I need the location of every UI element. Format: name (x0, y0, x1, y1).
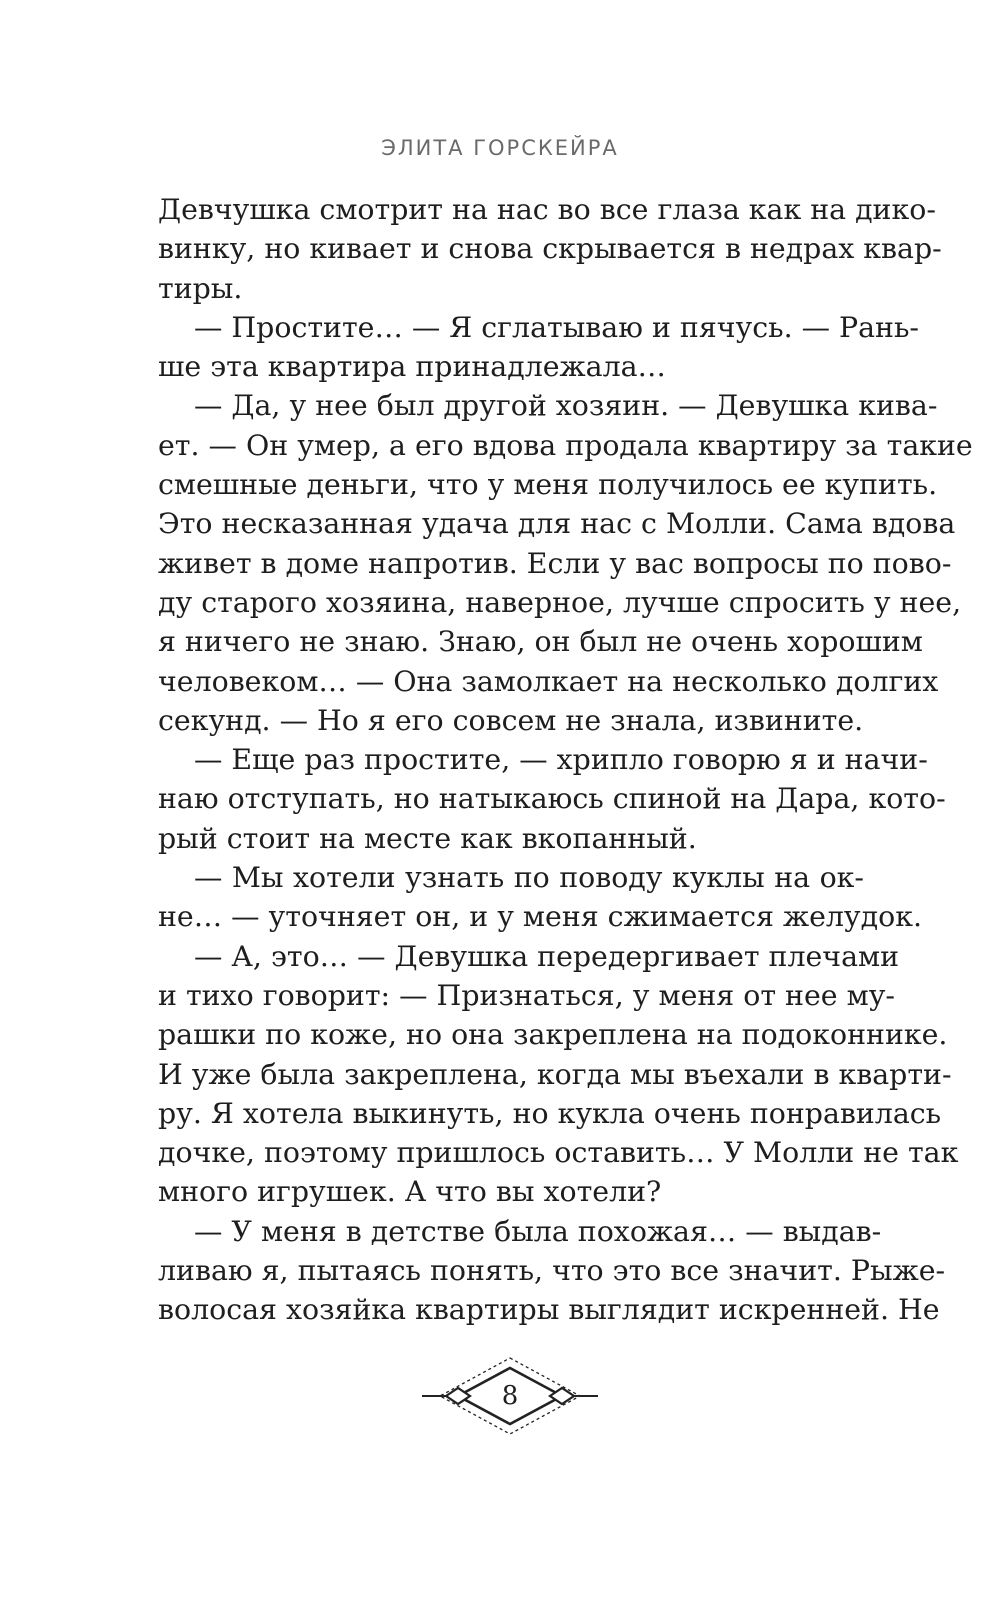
text-line: я ничего не знаю. Знаю, он был не очень хорошим (158, 625, 923, 659)
text-line: — А, это… — Девушка передергивает плечами (194, 939, 900, 973)
text-line: Это несказанная удача для нас с Молли. Сама вдова (158, 507, 956, 541)
text-line: ду старого хозяина, наверное, лучше спросить у нее, (158, 585, 962, 619)
text-line: рый стоит на месте как вкопанный. (158, 821, 697, 855)
text-line: не… — уточняет он, и у меня сжимается желудок. (158, 900, 922, 934)
text-line: рашки по коже, но она закреплена на подоконнике. (158, 1018, 948, 1052)
text-line: ет. — Он умер, а его вдова продала квартиру за такие (158, 428, 973, 462)
text-line: — Еще раз простите, — хрипло говорю я и начи- (194, 743, 928, 777)
text-line: ше эта квартира принадлежала… (158, 350, 666, 384)
text-line: ру. Я хотела выкинуть, но кукла очень понравилась (158, 1096, 942, 1130)
text-line: — Простите… — Я сглатываю и пячусь. — Рань- (194, 310, 920, 344)
page-number: 8 (501, 1381, 519, 1411)
text-line: много игрушек. А что вы хотели? (158, 1175, 662, 1209)
text-line: человеком… — Она замолкает на несколько долгих (158, 664, 939, 698)
text-line: смешные деньги, что у меня получилось ее купить. (158, 468, 938, 502)
text-line: волосая хозяйка квартиры выглядит искренней. Не (158, 1293, 940, 1327)
text-line: винку, но кивает и снова скрывается в недрах квар- (158, 232, 942, 266)
text-line: и тихо говорит: — Признаться, у меня от нее му- (158, 978, 895, 1012)
text-line: Девчушка смотрит на нас во все глаза как на дико- (158, 193, 936, 226)
text-line: И уже была закреплена, когда мы въехали в кварти- (158, 1057, 952, 1091)
text-line: — У меня в детстве была похожая… — выдав- (194, 1214, 882, 1248)
text-line: наю отступать, но натыкаюсь спиной на Дара, кото- (158, 782, 946, 816)
body-text (158, 190, 973, 1330)
text-line: — Мы хотели узнать по поводу куклы на ок- (194, 861, 864, 895)
text-line: дочке, поэтому пришлось оставить… У Молли не так (158, 1136, 959, 1170)
text-line: тиры. (158, 271, 243, 305)
text-line: — Да, у нее был другой хозяин. — Девушка кива- (194, 389, 938, 423)
text-line: ливаю я, пытаясь понять, что это все значит. Рыже- (158, 1254, 946, 1288)
text-line: живет в доме напротив. Если у вас вопросы по пово- (158, 546, 952, 580)
text-line: секунд. — Но я его совсем не знала, извините. (158, 703, 864, 737)
page-folio (420, 1356, 600, 1436)
running-header: ЭЛИТА ГОРСКЕЙРА (381, 136, 619, 160)
